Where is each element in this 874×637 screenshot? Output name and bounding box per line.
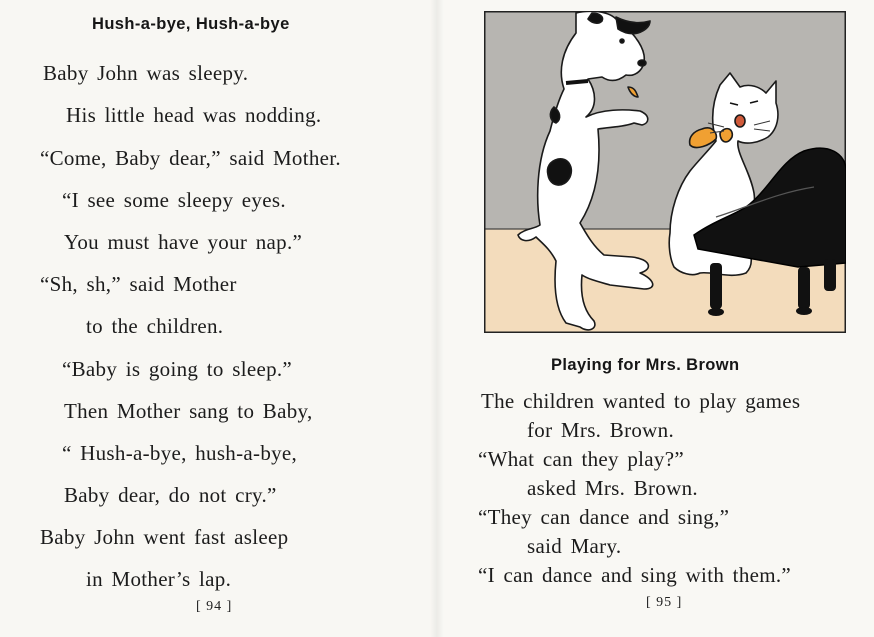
right-page-title: Playing for Mrs. Brown [551,356,740,374]
book-gutter [430,0,444,637]
right-line-7: “I can dance and sing with them.” [478,563,792,587]
left-line-5: You must have your nap.” [64,230,303,254]
right-page-number: [ 95 ] [646,595,683,610]
right-line-3: “What can they play?” [478,447,684,471]
left-page-title: Hush-a-bye, Hush-a-bye [92,15,290,33]
left-line-6: “Sh, sh,” said Mother [40,272,237,296]
left-line-10: “ Hush-a-bye, hush-a-bye, [62,441,298,465]
left-line-3: “Come, Baby dear,” said Mother. [40,146,341,170]
left-line-8: “Baby is going to sleep.” [62,357,293,381]
left-page-number: [ 94 ] [196,599,233,614]
right-line-5: “They can dance and sing,” [478,505,730,529]
right-line-4: asked Mrs. Brown. [527,476,698,500]
left-line-4: “I see some sleepy eyes. [62,188,286,212]
left-line-9: Then Mother sang to Baby, [64,399,313,423]
left-line-2: His little head was nodding. [66,103,322,127]
left-line-12: Baby John went fast asleep [40,525,289,549]
left-line-13: in Mother’s lap. [86,567,232,591]
right-line-6: said Mary. [527,534,622,558]
right-line-1: The children wanted to play games [481,389,801,413]
right-line-2: for Mrs. Brown. [527,418,674,442]
left-line-7: to the children. [86,314,224,338]
left-line-11: Baby dear, do not cry.” [64,483,277,507]
dog-and-cat-at-piano-illustration [484,11,846,333]
left-line-1: Baby John was sleepy. [43,61,249,85]
